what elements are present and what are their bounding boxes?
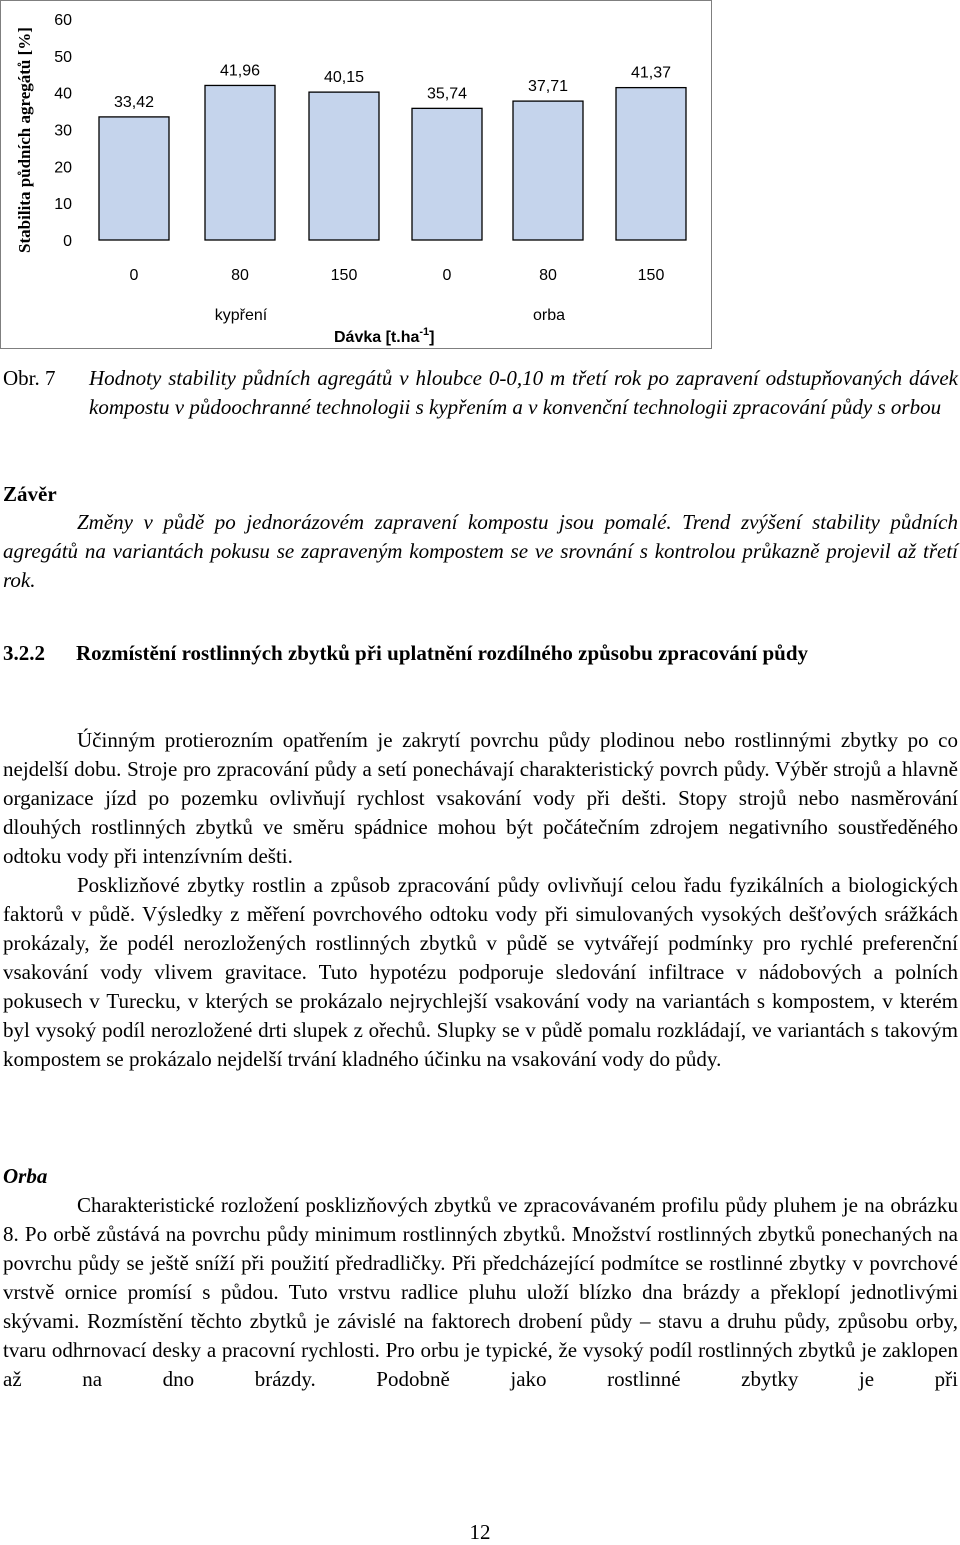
y-axis-label: Stabilita půdních agregátů [%] (15, 27, 34, 253)
x-tick-label: 0 (129, 267, 139, 284)
chart-canvas (0, 0, 712, 349)
conclusion-text: Změny v půdě po jednorázovém zapravení kompostu jsou pomalé. Trend zvýšení stability půdních agregátů na variantách pokusu se zapraveným kompostem se ve srovnání s kontrolou průkazně projevil až třetí rok. (3, 510, 958, 592)
figure-number: Obr. 7 (3, 366, 56, 390)
bar-value-label: 33,42 (113, 93, 155, 111)
paragraph-1: Účinným protierozním opatřením je zakrytí povrchu půdy plodinou nebo rostlinnými zbytky po co nejdelší dobu. Stroje pro zpracování půdy a setí ponechávají charakteristický povrch půdy. Výběr strojů a hlavně organizace jízd po pozemku ovlivňují rychlost vsakování vody při dešti. Stopy strojů nebo nasměrování dlouhých rostlinných zbytků ve směru spádnice mohou být počátečním zdrojem negativního soustředěného odtoku vody při intenzívním dešti. (3, 728, 958, 868)
x-tick-label: 0 (442, 267, 452, 284)
bar (309, 92, 379, 240)
x-tick-label: 80 (539, 267, 557, 284)
y-tick-label: 20 (54, 159, 72, 177)
paragraph-3: Charakteristické rozložení posklizňových zbytků ve zpracovávaném profilu půdy pluhem je na obrázku 8. Po orbě zůstává na povrchu půdy minimum rostlinných zbytků. Množství rostlinných zbytků ponechaných na povrchu půdy se ještě sníží při použití předradličky. Při předcházející podmítce se rostlinné zbytky v povrchové vrstvě ornice promísí s půdou. Tuto vrstvu radlice pluhu uloží blízko dna brázdy a překlopí jednotlivými skývami. Rozmístění těchto zbytků je závislé na faktorech drobení půdy – stavu a druhu půdy, způsobu orby, tvaru odhrnovací desky a pracovní rychlosti. Pro orbu je typické, že vysoký podíl rostlinných zbytků je zaklopen až na dno brázdy. Podobně jako rostlinné zbytky je při (3, 1193, 958, 1391)
section-title: Rozmístění rostlinných zbytků při uplatnění rozdílného způsobu zpracování půdy (76, 641, 809, 665)
bar (99, 117, 169, 240)
y-tick-label: 30 (54, 122, 72, 140)
section-number: 3.2.2 (3, 641, 45, 665)
group-label-kypreni: kypření (214, 307, 268, 324)
y-tick-label: 10 (54, 196, 72, 214)
figure-caption: Hodnoty stability půdních agregátů v hloubce 0-0,10 m třetí rok po zapravení odstupňovaných dávek kompostu v půdoochranné technologii s kypřením a v konvenční technologii zpracování půdy s orbou (89, 366, 958, 419)
x-axis-label-close: ] (429, 329, 435, 346)
bar (412, 108, 482, 240)
orba-heading: Orba (3, 1164, 48, 1188)
y-tick-label: 40 (54, 85, 72, 103)
paragraph-2: Posklizňové zbytky rostlin a způsob zpracování půdy ovlivňují celou řadu fyzikálních a biologických faktorů v půdě. Výsledky z měření povrchového odtoku vody při simulovaných vysokých dešťových srážkách prokázaly, že podél nerozložených rostlinných zbytků v půdě se vytvářejí podmínky pro rychlé preferenční vsakování vody vlivem gravitace. Tuto hypotézu podporuje sledování infiltrace v nádobových a polních pokusech v Turecku, v kterých se prokázalo nejrychlejší vsakování vody na variantách s kompostem, v kterém byl vysoký podíl nerozložené drti slupek z ořechů. Slupky se v půdě pomalu rozkládají, ve variantách s takovým kompostem se prokázalo nejdelší trvání kladného účinku na vsakování vody do půdy. (3, 873, 958, 1071)
bar-value-label: 40,15 (323, 69, 365, 87)
bar-value-label: 37,71 (527, 78, 569, 96)
y-tick-label: 50 (54, 48, 72, 66)
x-axis-label-main: Dávka [t.ha (334, 329, 420, 346)
y-tick-label: 60 (54, 12, 72, 29)
x-tick-label: 80 (231, 267, 249, 284)
x-tick-label: 150 (637, 267, 665, 284)
bar-value-label: 41,96 (219, 62, 261, 80)
bar (513, 101, 583, 240)
bar (205, 85, 275, 240)
conclusion-heading: Závěr (3, 482, 57, 506)
x-tick-label: 150 (330, 267, 358, 284)
bar-chart (0, 0, 712, 349)
group-label-orba: orba (532, 307, 566, 324)
bar-value-label: 41,37 (630, 64, 672, 82)
page-number: 12 (469, 1520, 491, 1544)
bar (616, 88, 686, 240)
bar-value-label: 35,74 (426, 85, 468, 103)
y-tick-label: 0 (63, 233, 72, 250)
x-axis-label-sup: -1 (419, 326, 430, 338)
